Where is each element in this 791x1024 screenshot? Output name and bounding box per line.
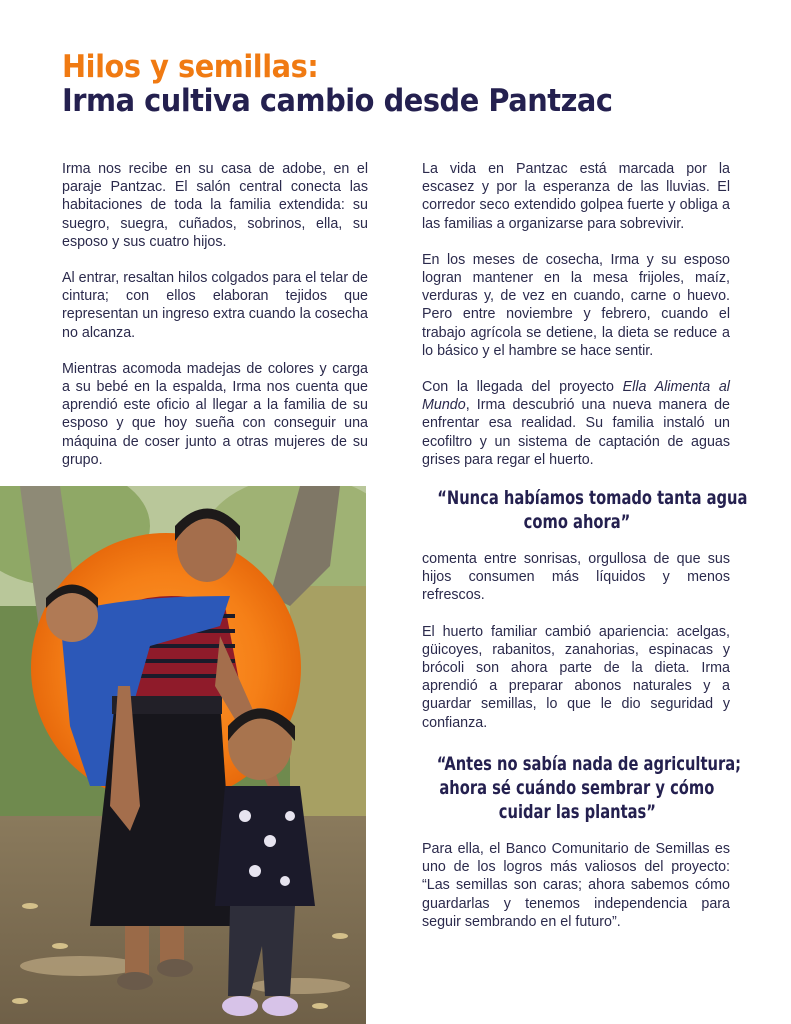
pull-quote-1-line-1: “Nunca habíamos tomado tanta agua (437, 487, 748, 509)
right-column-bottom (422, 840, 730, 949)
left-paragraph-3: Mientras acomoda madejas de colores y carga a su bebé en la espalda, Irma nos cuenta que aprendió este oficio al llegar a la familia de su esposo y que hoy sueña con conseguir una máquina de coser junto a otras mujeres de su grupo. (62, 360, 368, 468)
right-column-middle (422, 550, 730, 750)
right-paragraph-6: Para ella, el Banco Comunitario de Semillas es uno de los logros más valiosos del proyecto: “Las semillas son caras; ahora sabemos cómo guardarlas y tenemos independencia para seguir sembrando en el futuro”. (422, 841, 730, 930)
pull-quote-2-line-2: ahora sé cuándo sembrar y cómo (439, 777, 715, 799)
left-paragraph-2: Al entrar, resaltan hilos colgados para el telar de cintura; con ellos elaboran tejidos que representan un ingreso extra cuando la cosecha no alcanza. (62, 270, 368, 341)
pull-quote-1 (412, 486, 748, 534)
right-paragraph-4: comenta entre sonrisas, orgullosa de que sus hijos consumen más líquidos y menos refrescos. (422, 551, 730, 604)
right-paragraph-3-start: Con la llegada del proyecto (422, 379, 623, 396)
left-paragraph-1: Irma nos recibe en su casa de adobe, en el paraje Pantzac. El salón central conecta las habitaciones de toda la familia extendida: su suegro, suegra, cuñados, sobrinos, ella, su esposo y sus cuatro hijos. (62, 161, 368, 250)
right-paragraph-2: En los meses de cosecha, Irma y su esposo logran mantener en la mesa frijoles, maíz, verduras y, de vez en cuando, carne o huevo. Pero entre noviembre y febrero, cuando el trabajo agrícola se detiene, la dieta se reduce a lo básico y el hambre se hace sentir. (422, 251, 730, 359)
article-title (62, 50, 742, 118)
title-line-1: Hilos y semillas: (62, 49, 319, 85)
portrait-photo (0, 486, 366, 1024)
right-column-top (422, 160, 730, 487)
right-paragraph-3-end: , Irma descubrió una nueva manera de enfrentar esa realidad. Su familia instaló un ecofiltro y un sistema de captación de aguas grises para regar el huerto. (422, 397, 730, 468)
right-paragraph-5: El huerto familiar cambió apariencia: acelgas, güicoyes, rabanitos, zanahorias, espinacas y brócoli son ahora parte de la dieta. Irma aprendió a preparar abonos naturales y a guardar semillas, lo que le dio seguridad y confianza. (422, 623, 730, 731)
right-paragraph-1: La vida en Pantzac está marcada por la escasez y por la esperanza de las lluvias. El corredor seco extendido golpea fuerte y obliga a las familias a organizarse para sobrevivir. (422, 161, 730, 232)
pull-quote-2-line-3: cuidar las plantas” (498, 801, 656, 823)
title-line-2: Irma cultiva cambio desde Pantzac (62, 83, 613, 119)
pull-quote-2 (412, 752, 742, 824)
pull-quote-2-line-1: “Antes no sabía nada de agricultura; (436, 753, 742, 775)
photo-illustration (0, 486, 366, 1024)
pull-quote-1-line-2: como ahora” (523, 511, 631, 533)
project-name: Ella Alimenta al Mundo (422, 379, 730, 414)
left-column (62, 160, 368, 487)
right-paragraph-3 (422, 378, 730, 469)
